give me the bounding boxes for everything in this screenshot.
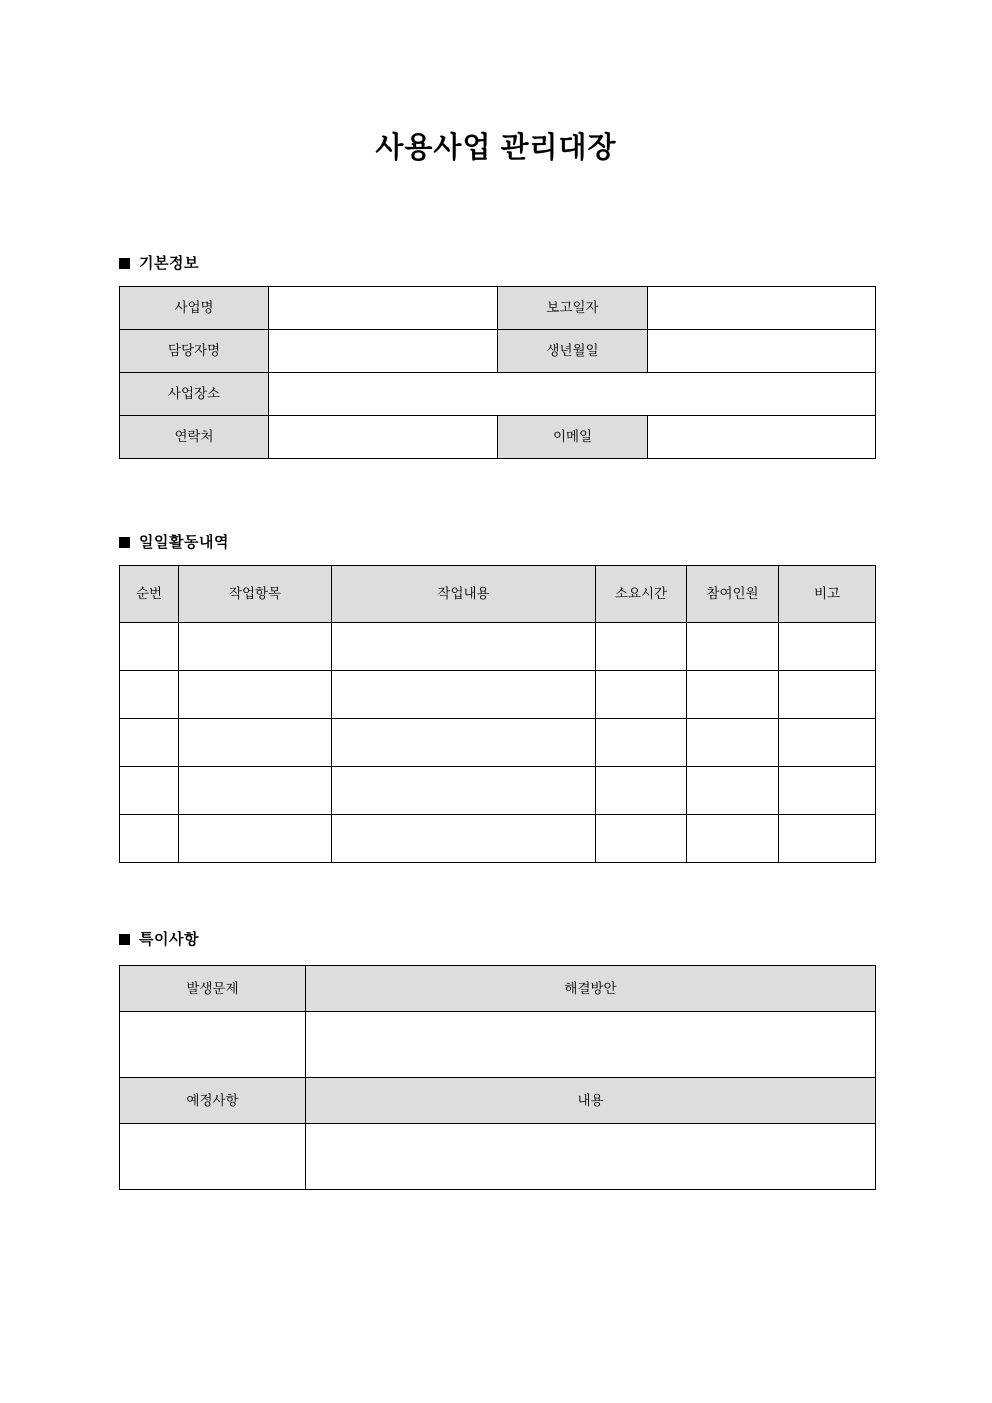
cell-remarks[interactable] (779, 623, 876, 671)
cell-task-item[interactable] (179, 815, 332, 863)
column-header-issue: 발생문제 (120, 966, 306, 1012)
page-title: 사용사업 관리대장 (375, 132, 617, 164)
table-header-row (120, 1078, 876, 1124)
section-heading-daily-activity (119, 535, 229, 550)
column-header-task-description: 작업내용 (332, 566, 596, 623)
cell-no[interactable] (120, 671, 179, 719)
column-header-solution: 해결방안 (306, 966, 876, 1012)
cell-task-desc[interactable] (332, 671, 596, 719)
cell-issue[interactable] (120, 1012, 306, 1078)
section-heading-daily-activity-label: 일일활동내역 (139, 534, 229, 551)
field-business-name[interactable] (269, 287, 498, 330)
cell-remarks[interactable] (779, 719, 876, 767)
cell-participants[interactable] (687, 767, 779, 815)
table-row (120, 373, 876, 416)
cell-duration[interactable] (596, 767, 687, 815)
label-birth-date: 생년월일 (498, 330, 648, 373)
cell-task-desc[interactable] (332, 767, 596, 815)
cell-task-item[interactable] (179, 719, 332, 767)
cell-remarks[interactable] (779, 767, 876, 815)
cell-task-desc[interactable] (332, 623, 596, 671)
table-row (120, 287, 876, 330)
cell-task-item[interactable] (179, 767, 332, 815)
label-report-date: 보고일자 (498, 287, 648, 330)
section-heading-special-notes-label: 특이사항 (139, 931, 199, 948)
cell-task-item[interactable] (179, 623, 332, 671)
daily-activity-table (119, 565, 876, 863)
label-business-location: 사업장소 (120, 373, 269, 416)
cell-duration[interactable] (596, 815, 687, 863)
section-heading-basic-info (119, 256, 199, 271)
column-header-no: 순번 (120, 566, 179, 623)
cell-solution[interactable] (306, 1012, 876, 1078)
column-header-planned-content: 내용 (306, 1078, 876, 1124)
cell-no[interactable] (120, 767, 179, 815)
table-row (120, 671, 876, 719)
label-business-name: 사업명 (120, 287, 269, 330)
table-row (120, 1012, 876, 1078)
column-header-duration: 소요시간 (596, 566, 687, 623)
filled-square-marker-icon (119, 258, 130, 269)
cell-participants[interactable] (687, 623, 779, 671)
table-row (120, 1124, 876, 1190)
cell-duration[interactable] (596, 719, 687, 767)
column-header-task-item: 작업항목 (179, 566, 332, 623)
table-row (120, 623, 876, 671)
table-row (120, 719, 876, 767)
field-email[interactable] (648, 416, 876, 459)
cell-task-desc[interactable] (332, 719, 596, 767)
table-row (120, 330, 876, 373)
field-contact[interactable] (269, 416, 498, 459)
cell-no[interactable] (120, 719, 179, 767)
column-header-remarks: 비고 (779, 566, 876, 623)
filled-square-marker-icon (119, 537, 130, 548)
table-header-row (120, 966, 876, 1012)
table-row (120, 767, 876, 815)
section-heading-basic-info-label: 기본정보 (139, 255, 199, 272)
cell-participants[interactable] (687, 815, 779, 863)
column-header-planned-items: 예정사항 (120, 1078, 306, 1124)
cell-duration[interactable] (596, 671, 687, 719)
label-manager-name: 담당자명 (120, 330, 269, 373)
field-manager-name[interactable] (269, 330, 498, 373)
cell-duration[interactable] (596, 623, 687, 671)
special-notes-table (119, 965, 876, 1190)
table-row (120, 815, 876, 863)
cell-no[interactable] (120, 623, 179, 671)
cell-participants[interactable] (687, 719, 779, 767)
basic-info-table (119, 286, 876, 459)
label-contact: 연락처 (120, 416, 269, 459)
table-row (120, 416, 876, 459)
label-email: 이메일 (498, 416, 648, 459)
filled-square-marker-icon (119, 934, 130, 945)
cell-planned-content[interactable] (306, 1124, 876, 1190)
cell-task-item[interactable] (179, 671, 332, 719)
cell-participants[interactable] (687, 671, 779, 719)
cell-remarks[interactable] (779, 671, 876, 719)
column-header-participants: 참여인원 (687, 566, 779, 623)
cell-planned-items[interactable] (120, 1124, 306, 1190)
cell-remarks[interactable] (779, 815, 876, 863)
field-business-location[interactable] (269, 373, 876, 416)
field-birth-date[interactable] (648, 330, 876, 373)
field-report-date[interactable] (648, 287, 876, 330)
cell-no[interactable] (120, 815, 179, 863)
cell-task-desc[interactable] (332, 815, 596, 863)
table-header-row (120, 566, 876, 623)
section-heading-special-notes (119, 932, 199, 947)
